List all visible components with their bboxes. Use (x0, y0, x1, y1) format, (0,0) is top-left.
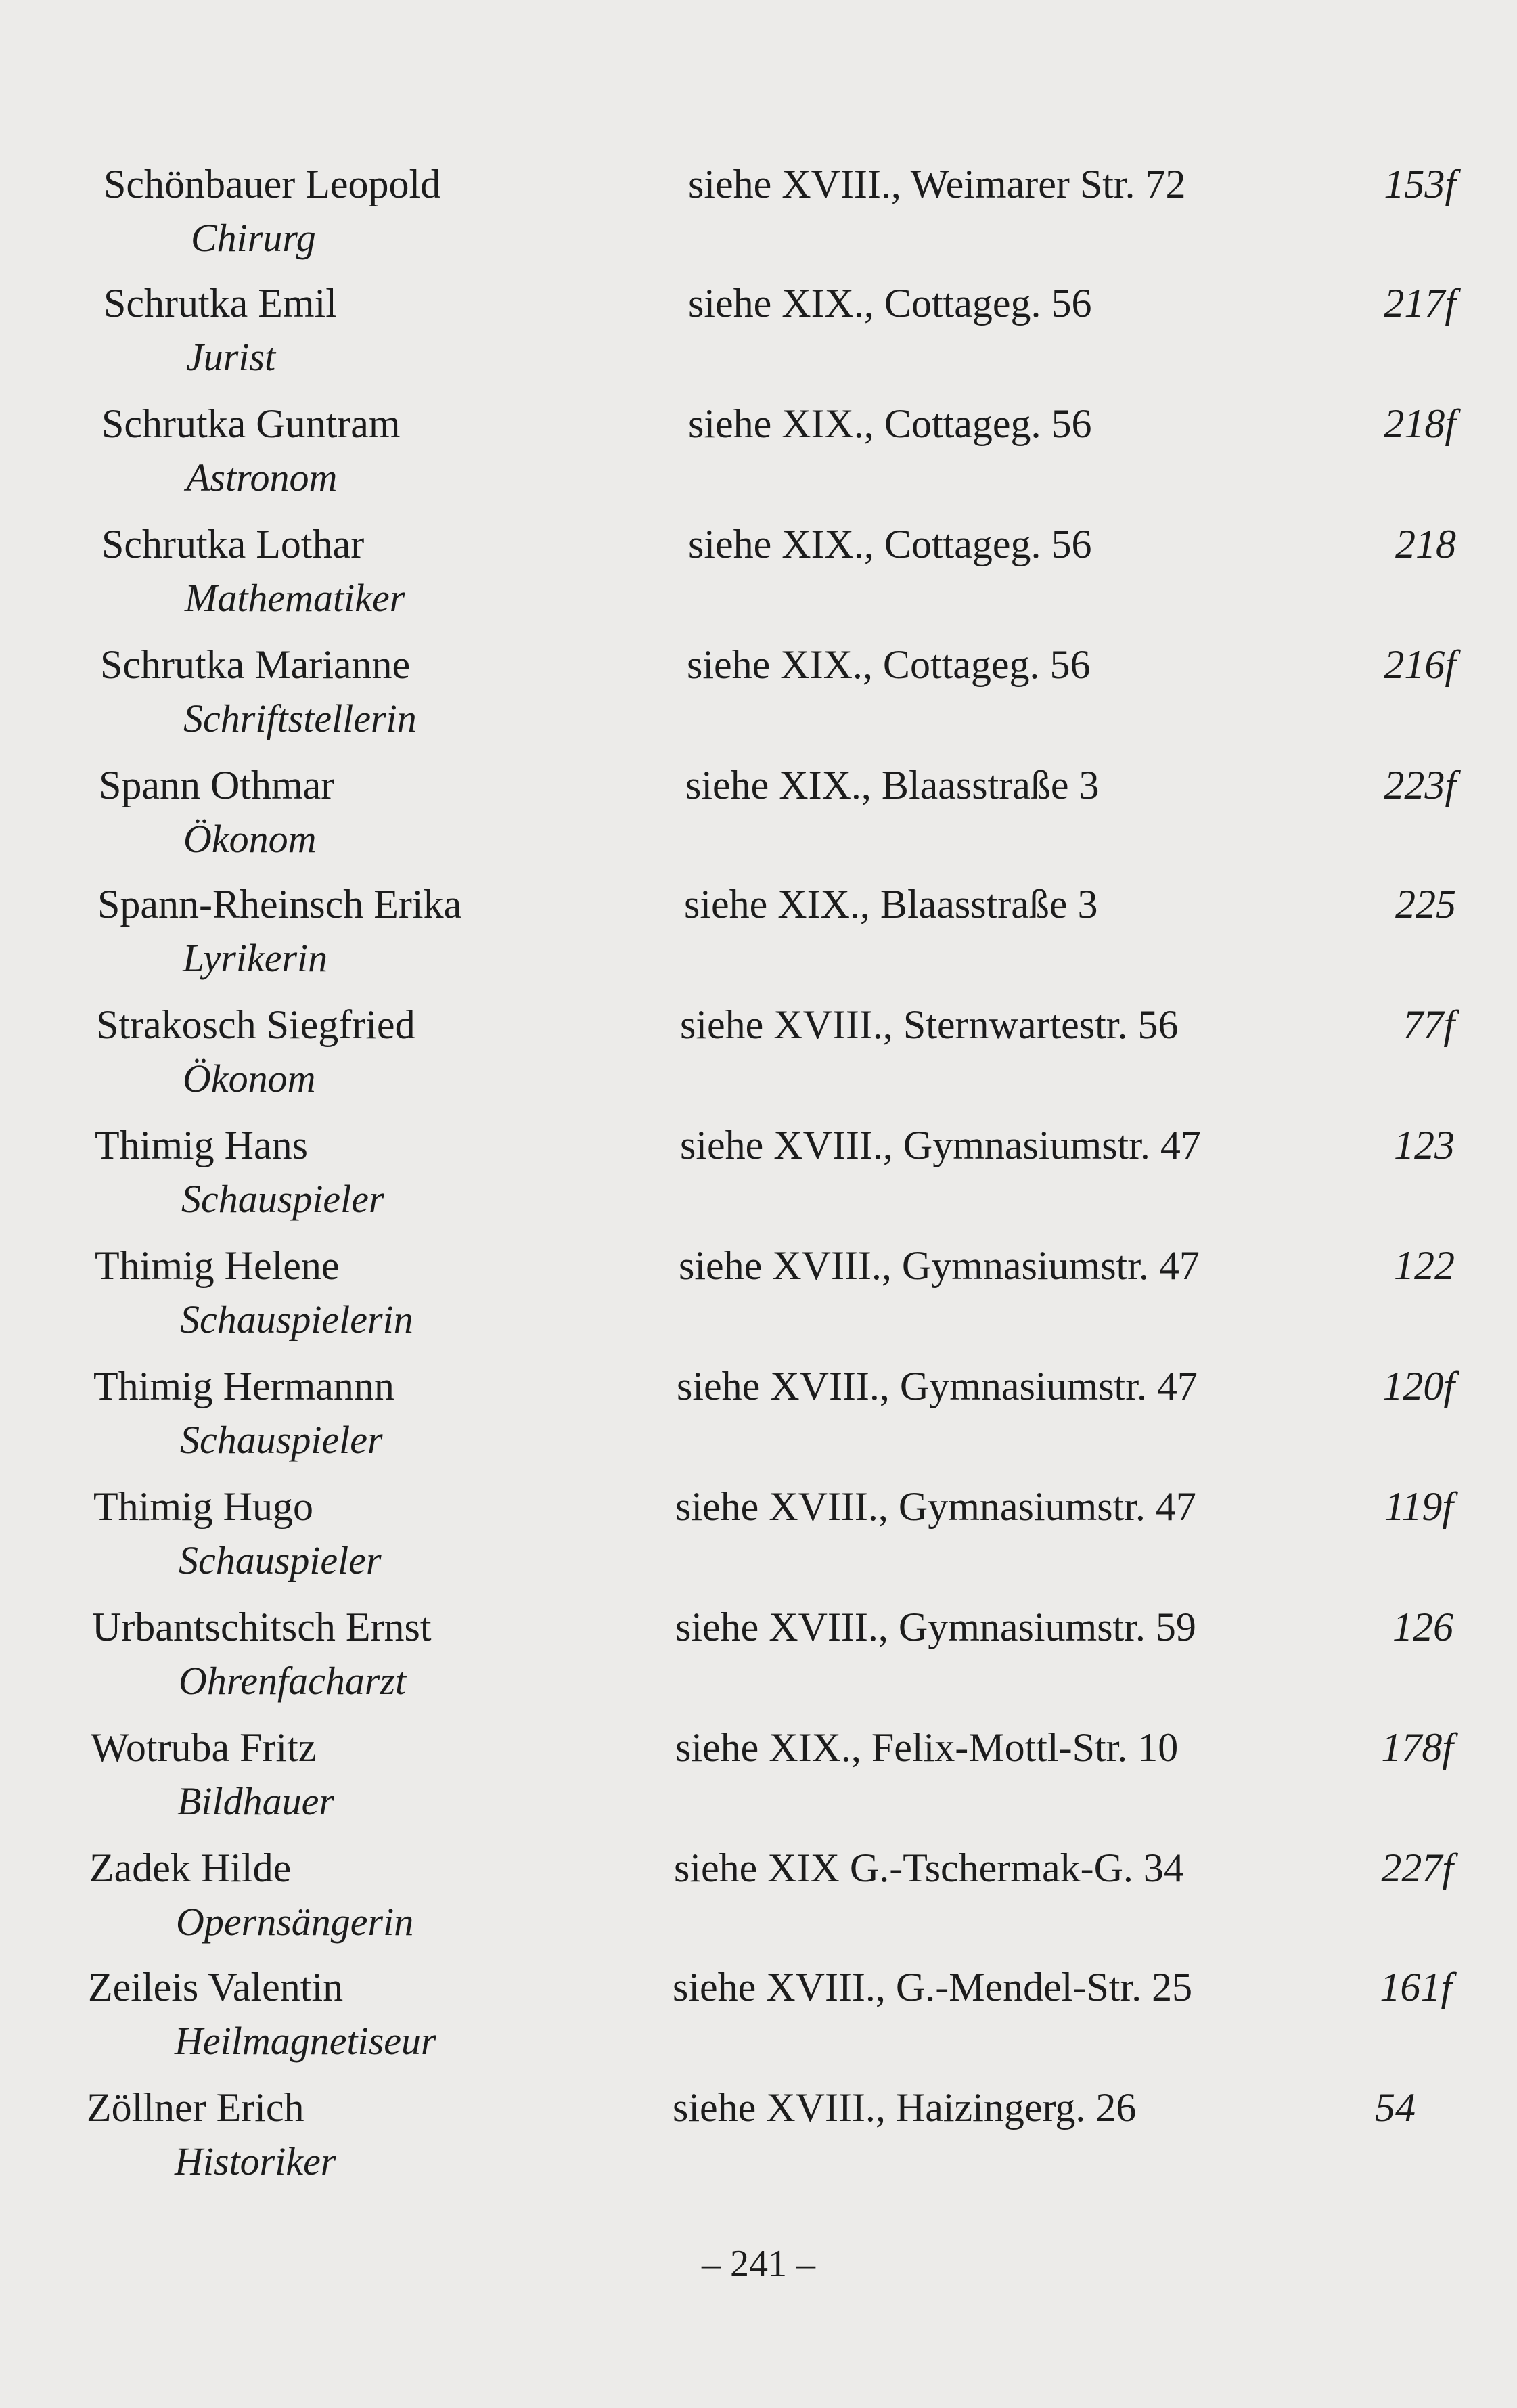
page-reference: 216f (1384, 642, 1456, 687)
address-reference: siehe XVIII., Sternwartestr. 56 (680, 1002, 1179, 1047)
page-reference: 77f (1403, 1002, 1455, 1047)
page-reference: 119f (1384, 1484, 1453, 1529)
person-name: Zadek Hilde (89, 1846, 292, 1890)
index-entry (0, 1720, 1517, 1840)
index-entry (0, 276, 1517, 395)
person-profession: Schauspieler (180, 1418, 383, 1462)
page-reference: 218f (1384, 401, 1456, 446)
person-profession: Heilmagnetiseur (175, 2019, 436, 2063)
address-reference: siehe XVIII., Gymnasiumstr. 47 (680, 1123, 1201, 1167)
person-profession: Schauspieler (181, 1177, 384, 1221)
address-reference: siehe XVIII., Gymnasiumstr. 47 (675, 1484, 1196, 1529)
person-name: Strakosch Siegfried (96, 1002, 415, 1047)
index-entry (0, 638, 1517, 757)
address-reference: siehe XIX., Cottageg. 56 (688, 281, 1092, 326)
person-profession: Opernsängerin (176, 1900, 414, 1944)
page-reference: 122 (1394, 1243, 1455, 1288)
person-name: Schönbauer Leopold (104, 162, 441, 206)
address-reference: siehe XIX., Blaasstraße 3 (684, 882, 1098, 927)
person-name: Zöllner Erich (87, 2085, 304, 2130)
person-name: Schrutka Guntram (101, 401, 401, 446)
person-name: Schrutka Emil (104, 281, 337, 326)
person-profession: Jurist (186, 335, 276, 379)
page-number: – 241 – (702, 2243, 815, 2285)
address-reference: siehe XIX., Cottageg. 56 (688, 522, 1092, 566)
page-reference: 153f (1384, 162, 1456, 206)
index-entry (0, 1600, 1517, 1719)
index-entry (0, 397, 1517, 516)
page-reference: 120f (1382, 1364, 1455, 1408)
person-name: Spann-Rheinsch Erika (97, 882, 462, 927)
person-name: Wotruba Fritz (91, 1725, 317, 1770)
index-entry (0, 1118, 1517, 1237)
index-entry (0, 1960, 1517, 2079)
page-reference: 126 (1393, 1605, 1453, 1649)
index-entry (0, 758, 1517, 877)
person-name: Urbantschitsch Ernst (92, 1605, 432, 1649)
page-reference: 223f (1384, 763, 1456, 807)
page-reference: 123 (1394, 1123, 1455, 1167)
person-profession: Schauspieler (179, 1538, 382, 1582)
page-reference: 217f (1384, 281, 1456, 326)
person-name: Spann Othmar (99, 763, 335, 807)
address-reference: siehe XIX., Cottageg. 56 (687, 642, 1091, 687)
person-name: Schrutka Lothar (101, 522, 365, 566)
index-entry (0, 157, 1517, 276)
person-profession: Historiker (175, 2139, 336, 2183)
person-profession: Ohrenfacharzt (179, 1659, 407, 1703)
person-profession: Astronom (186, 455, 338, 499)
index-entry (0, 998, 1517, 1117)
person-name: Thimig Hans (95, 1123, 308, 1167)
page-reference: 161f (1380, 1965, 1452, 2009)
page-reference: 218 (1395, 522, 1456, 566)
index-entry (0, 877, 1517, 996)
person-profession: Mathematiker (185, 576, 405, 620)
address-reference: siehe XVIII., Gymnasiumstr. 59 (675, 1605, 1196, 1649)
person-name: Thimig Helene (95, 1243, 340, 1288)
index-entry (0, 2080, 1517, 2200)
address-reference: siehe XVIII., Weimarer Str. 72 (688, 162, 1186, 206)
person-profession: Chirurg (191, 216, 316, 260)
address-reference: siehe XVIII., G.-Mendel-Str. 25 (673, 1965, 1193, 2009)
person-name: Thimig Hugo (93, 1484, 313, 1529)
page-reference: 54 (1375, 2085, 1416, 2130)
address-reference: siehe XVIII., Gymnasiumstr. 47 (679, 1243, 1200, 1288)
index-entry (0, 1359, 1517, 1478)
index-entry (0, 1841, 1517, 1960)
address-reference: siehe XIX., Felix-Mottl-Str. 10 (675, 1725, 1179, 1770)
page-reference: 225 (1395, 882, 1456, 927)
person-profession: Ökonom (183, 1056, 316, 1100)
index-entry (0, 1479, 1517, 1599)
person-name: Zeileis Valentin (88, 1965, 344, 2009)
person-name: Schrutka Marianne (100, 642, 411, 687)
page-reference: 178f (1381, 1725, 1453, 1770)
address-reference: siehe XIX., Blaasstraße 3 (685, 763, 1100, 807)
address-reference: siehe XIX G.-Tschermak-G. 34 (674, 1846, 1184, 1890)
index-entry (0, 1239, 1517, 1358)
address-reference: siehe XVIII., Gymnasiumstr. 47 (677, 1364, 1198, 1408)
address-reference: siehe XVIII., Haizingerg. 26 (673, 2085, 1137, 2130)
person-profession: Schauspielerin (180, 1297, 413, 1341)
person-profession: Ökonom (183, 817, 317, 861)
person-profession: Schriftstellerin (183, 696, 417, 740)
address-reference: siehe XIX., Cottageg. 56 (688, 401, 1092, 446)
page-reference: 227f (1381, 1846, 1453, 1890)
person-profession: Bildhauer (177, 1779, 334, 1823)
person-name: Thimig Hermannn (93, 1364, 394, 1408)
index-entry (0, 517, 1517, 636)
person-profession: Lyrikerin (183, 936, 328, 980)
